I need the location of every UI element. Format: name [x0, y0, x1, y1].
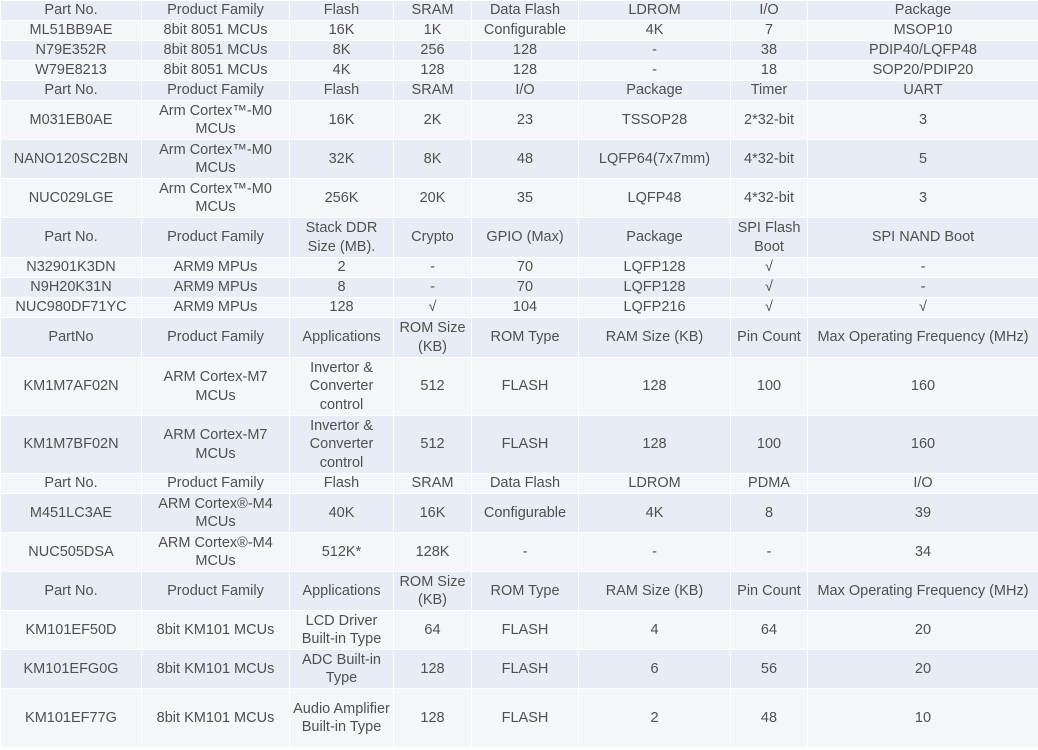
header-cell: Part No.	[1, 1, 142, 21]
table-cell: 20K	[394, 179, 472, 218]
table-row	[1, 533, 1038, 572]
table-cell: ADC Built-in Type	[290, 650, 394, 689]
table-cell: ARM9 MPUs	[142, 258, 290, 278]
header-cell: I/O	[731, 1, 808, 21]
table-cell: 4K	[579, 21, 731, 41]
table-cell: MSOP10	[808, 21, 1038, 41]
header-cell: ROM Size (KB)	[394, 318, 472, 358]
table-cell: 8bit 8051 MCUs	[142, 61, 290, 81]
table-header-row	[1, 218, 1038, 258]
table-cell: ARM Cortex-M7 MCUs	[142, 416, 290, 474]
table-cell: 100	[731, 358, 808, 416]
table-cell: 10	[808, 689, 1038, 748]
table-cell: FLASH	[472, 358, 579, 416]
table-cell: 104	[472, 298, 579, 318]
table-header-row	[1, 474, 1038, 494]
table-cell: ML51BB9AE	[1, 21, 142, 41]
table-cell: 8bit 8051 MCUs	[142, 41, 290, 61]
table-cell: 6	[579, 650, 731, 689]
table-cell: 128	[394, 61, 472, 81]
header-cell: Part No.	[1, 218, 142, 258]
table-cell: KM101EF77G	[1, 689, 142, 748]
header-cell: Data Flash	[472, 1, 579, 21]
table-cell: 160	[808, 358, 1038, 416]
table-row	[1, 494, 1038, 533]
table-cell: Invertor & Converter control	[290, 358, 394, 416]
table-row	[1, 41, 1038, 61]
table-cell: 128	[394, 650, 472, 689]
table-row	[1, 179, 1038, 218]
header-cell: PartNo	[1, 318, 142, 358]
table-cell: 32K	[290, 140, 394, 179]
table-cell: LQFP64(7x7mm)	[579, 140, 731, 179]
header-cell: UART	[808, 81, 1038, 101]
header-cell: SRAM	[394, 474, 472, 494]
table-cell: 4*32-bit	[731, 140, 808, 179]
table-cell: -	[808, 258, 1038, 278]
table-cell: 3	[808, 101, 1038, 140]
header-cell: ROM Type	[472, 572, 579, 611]
header-cell: Part No.	[1, 81, 142, 101]
table-cell: Arm Cortex™-M0 MCUs	[142, 101, 290, 140]
header-cell: LDROM	[579, 474, 731, 494]
table-cell: 8	[290, 278, 394, 298]
header-cell: PDMA	[731, 474, 808, 494]
table-cell: 8bit KM101 MCUs	[142, 650, 290, 689]
table-cell: 64	[731, 611, 808, 650]
table-row	[1, 278, 1038, 298]
table-cell: 40K	[290, 494, 394, 533]
header-cell: I/O	[472, 81, 579, 101]
header-cell: Product Family	[142, 218, 290, 258]
table-cell: 128	[290, 298, 394, 318]
table-cell: √	[731, 278, 808, 298]
table-row	[1, 61, 1038, 81]
table-cell: -	[472, 533, 579, 572]
header-cell: Crypto	[394, 218, 472, 258]
header-cell: Part No.	[1, 572, 142, 611]
table-row	[1, 140, 1038, 179]
table-body	[1, 1, 1038, 748]
table-cell: 128	[579, 416, 731, 474]
table-cell: LQFP128	[579, 258, 731, 278]
header-cell: ROM Type	[472, 318, 579, 358]
header-cell: LDROM	[579, 1, 731, 21]
table-cell: 4K	[290, 61, 394, 81]
header-cell: Product Family	[142, 1, 290, 21]
table-cell: N9H20K31N	[1, 278, 142, 298]
table-cell: √	[731, 298, 808, 318]
table-cell: FLASH	[472, 416, 579, 474]
table-cell: 256K	[290, 179, 394, 218]
table-cell: LQFP128	[579, 278, 731, 298]
table-cell: W79E8213	[1, 61, 142, 81]
table-row	[1, 298, 1038, 318]
table-cell: 16K	[394, 494, 472, 533]
header-cell: Pin Count	[731, 318, 808, 358]
table-cell: KM1M7BF02N	[1, 416, 142, 474]
table-cell: FLASH	[472, 689, 579, 748]
table-cell: NUC505DSA	[1, 533, 142, 572]
table-cell: 16K	[290, 101, 394, 140]
table-cell: 4K	[579, 494, 731, 533]
table-cell: 20	[808, 650, 1038, 689]
table-cell: 23	[472, 101, 579, 140]
table-cell: Arm Cortex™-M0 MCUs	[142, 179, 290, 218]
table-cell: 18	[731, 61, 808, 81]
table-row	[1, 611, 1038, 650]
table-cell: 48	[472, 140, 579, 179]
header-cell: Product Family	[142, 81, 290, 101]
table-header-row	[1, 572, 1038, 611]
header-cell: Timer	[731, 81, 808, 101]
table-cell: 128	[579, 358, 731, 416]
table-cell: N79E352R	[1, 41, 142, 61]
header-cell: Product Family	[142, 318, 290, 358]
table-cell: SOP20/PDIP20	[808, 61, 1038, 81]
table-cell: Arm Cortex™-M0 MCUs	[142, 140, 290, 179]
table-cell: 8bit KM101 MCUs	[142, 611, 290, 650]
table-cell: KM1M7AF02N	[1, 358, 142, 416]
table-cell: 8K	[394, 140, 472, 179]
table-cell: 38	[731, 41, 808, 61]
table-cell: 3	[808, 179, 1038, 218]
table-cell: 100	[731, 416, 808, 474]
table-cell: -	[579, 533, 731, 572]
table-header-row	[1, 1, 1038, 21]
table-cell: -	[808, 278, 1038, 298]
table-cell: 8K	[290, 41, 394, 61]
header-cell: ROM Size (KB)	[394, 572, 472, 611]
header-cell: Package	[808, 1, 1038, 21]
header-cell: SPI Flash Boot	[731, 218, 808, 258]
table-cell: -	[579, 61, 731, 81]
table-row	[1, 101, 1038, 140]
header-cell: SPI NAND Boot	[808, 218, 1038, 258]
table-cell: LQFP216	[579, 298, 731, 318]
table-cell: M031EB0AE	[1, 101, 142, 140]
table-cell: √	[808, 298, 1038, 318]
table-cell: 2K	[394, 101, 472, 140]
header-cell: Product Family	[142, 474, 290, 494]
header-cell: Applications	[290, 572, 394, 611]
table-cell: 4	[579, 611, 731, 650]
table-row	[1, 650, 1038, 689]
header-cell: SRAM	[394, 81, 472, 101]
table-cell: 20	[808, 611, 1038, 650]
table-cell: LCD Driver Built-in Type	[290, 611, 394, 650]
table-cell: 16K	[290, 21, 394, 41]
table-cell: NUC980DF71YC	[1, 298, 142, 318]
table-cell: TSSOP28	[579, 101, 731, 140]
table-cell: 35	[472, 179, 579, 218]
table-cell: ARM Cortex-M7 MCUs	[142, 358, 290, 416]
table-cell: 2	[579, 689, 731, 748]
table-cell: 256	[394, 41, 472, 61]
table-cell: 4*32-bit	[731, 179, 808, 218]
table-cell: 2	[290, 258, 394, 278]
header-cell: I/O	[808, 474, 1038, 494]
table-cell: Configurable	[472, 21, 579, 41]
table-cell: 34	[808, 533, 1038, 572]
table-cell: √	[731, 258, 808, 278]
table-cell: -	[731, 533, 808, 572]
header-cell: SRAM	[394, 1, 472, 21]
table-cell: 128	[472, 61, 579, 81]
table-cell: ARM9 MPUs	[142, 278, 290, 298]
table-row	[1, 258, 1038, 278]
table-cell: N32901K3DN	[1, 258, 142, 278]
table-cell: FLASH	[472, 650, 579, 689]
table-cell: NUC029LGE	[1, 179, 142, 218]
table-cell: Invertor & Converter control	[290, 416, 394, 474]
header-cell: Max Operating Frequency (MHz)	[808, 572, 1038, 611]
table-cell: 128	[472, 41, 579, 61]
table-cell: 128	[394, 689, 472, 748]
table-cell: NANO120SC2BN	[1, 140, 142, 179]
table-cell: ARM Cortex®-M4 MCUs	[142, 533, 290, 572]
table-cell: 56	[731, 650, 808, 689]
table-cell: KM101EFG0G	[1, 650, 142, 689]
table-cell: 70	[472, 278, 579, 298]
header-cell: Flash	[290, 1, 394, 21]
header-cell: Applications	[290, 318, 394, 358]
table-cell: FLASH	[472, 611, 579, 650]
table-cell: 512K*	[290, 533, 394, 572]
table-cell: LQFP48	[579, 179, 731, 218]
table-cell: 8bit 8051 MCUs	[142, 21, 290, 41]
header-cell: Max Operating Frequency (MHz)	[808, 318, 1038, 358]
table-cell: 70	[472, 258, 579, 278]
table-cell: 64	[394, 611, 472, 650]
table-cell: 2*32-bit	[731, 101, 808, 140]
table-cell: 1K	[394, 21, 472, 41]
table-row	[1, 358, 1038, 416]
table-cell: √	[394, 298, 472, 318]
table-cell: ARM Cortex®-M4 MCUs	[142, 494, 290, 533]
header-cell: Stack DDR Size (MB).	[290, 218, 394, 258]
table-cell: 48	[731, 689, 808, 748]
table-cell: 8	[731, 494, 808, 533]
table-cell: Audio Amplifier Built-in Type	[290, 689, 394, 748]
table-cell: 39	[808, 494, 1038, 533]
table-header-row	[1, 318, 1038, 358]
header-cell: Package	[579, 81, 731, 101]
header-cell: Product Family	[142, 572, 290, 611]
header-cell: Pin Count	[731, 572, 808, 611]
header-cell: Package	[579, 218, 731, 258]
header-cell: RAM Size (KB)	[579, 572, 731, 611]
header-cell: RAM Size (KB)	[579, 318, 731, 358]
table-cell: 512	[394, 358, 472, 416]
table-cell: -	[394, 258, 472, 278]
table-cell: ARM9 MPUs	[142, 298, 290, 318]
header-cell: GPIO (Max)	[472, 218, 579, 258]
table-header-row	[1, 81, 1038, 101]
table-cell: -	[394, 278, 472, 298]
table-cell: Configurable	[472, 494, 579, 533]
table-cell: 512	[394, 416, 472, 474]
table-cell: 5	[808, 140, 1038, 179]
table-cell: -	[579, 41, 731, 61]
table-cell: KM101EF50D	[1, 611, 142, 650]
table-cell: 8bit KM101 MCUs	[142, 689, 290, 748]
header-cell: Flash	[290, 81, 394, 101]
header-cell: Data Flash	[472, 474, 579, 494]
table-row	[1, 21, 1038, 41]
table-cell: 160	[808, 416, 1038, 474]
header-cell: Part No.	[1, 474, 142, 494]
table-cell: 7	[731, 21, 808, 41]
table-cell: PDIP40/LQFP48	[808, 41, 1038, 61]
table-row	[1, 416, 1038, 474]
table-cell: 128K	[394, 533, 472, 572]
table-cell: M451LC3AE	[1, 494, 142, 533]
table-row	[1, 689, 1038, 748]
header-cell: Flash	[290, 474, 394, 494]
